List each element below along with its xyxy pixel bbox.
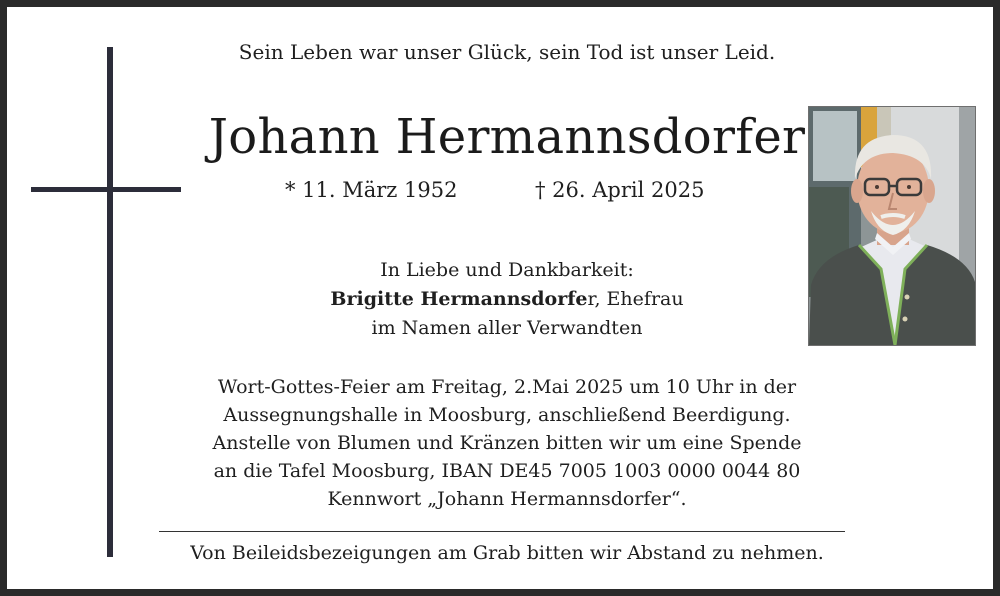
deceased-name: Johann Hermannsdorfer: [208, 109, 806, 165]
ceremony-line: Wort-Gottes-Feier am Freitag, 2.Mai 2025 um 10 Uhr in der: [217, 376, 797, 398]
birth-date: * 11. März 1952: [285, 178, 458, 202]
family-line: im Namen aller Verwandten: [371, 317, 643, 339]
spouse-name-bold: Brigitte Hermannsdorfe: [330, 288, 588, 310]
portrait-photo: [808, 106, 976, 346]
ceremony-line: Kennwort „Johann Hermannsdorfer“.: [327, 488, 687, 510]
death-date: † 26. April 2025: [535, 178, 705, 202]
ceremony-line: Anstelle von Blumen und Kränzen bitten wir um eine Spende: [212, 432, 802, 454]
portrait-image: [809, 107, 975, 345]
ceremony-block: [7, 373, 1000, 513]
divider: [159, 531, 845, 532]
mourners-intro: In Liebe und Dankbarkeit:: [380, 259, 634, 281]
motto: Sein Leben war unser Glück, sein Tod ist unser Leid.: [238, 40, 776, 64]
ceremony-line: Aussegnungshalle in Moosburg, anschließend Beerdigung.: [223, 404, 791, 426]
footer-note: Von Beileidsbezeigungen am Grab bitten wir Abstand zu nehmen.: [190, 542, 824, 564]
spouse-name-rest: r, Ehefrau: [587, 288, 684, 310]
cross-icon-horizontal: [31, 187, 181, 192]
ceremony-line: an die Tafel Moosburg, IBAN DE45 7005 1003 0000 0044 80: [213, 460, 801, 482]
